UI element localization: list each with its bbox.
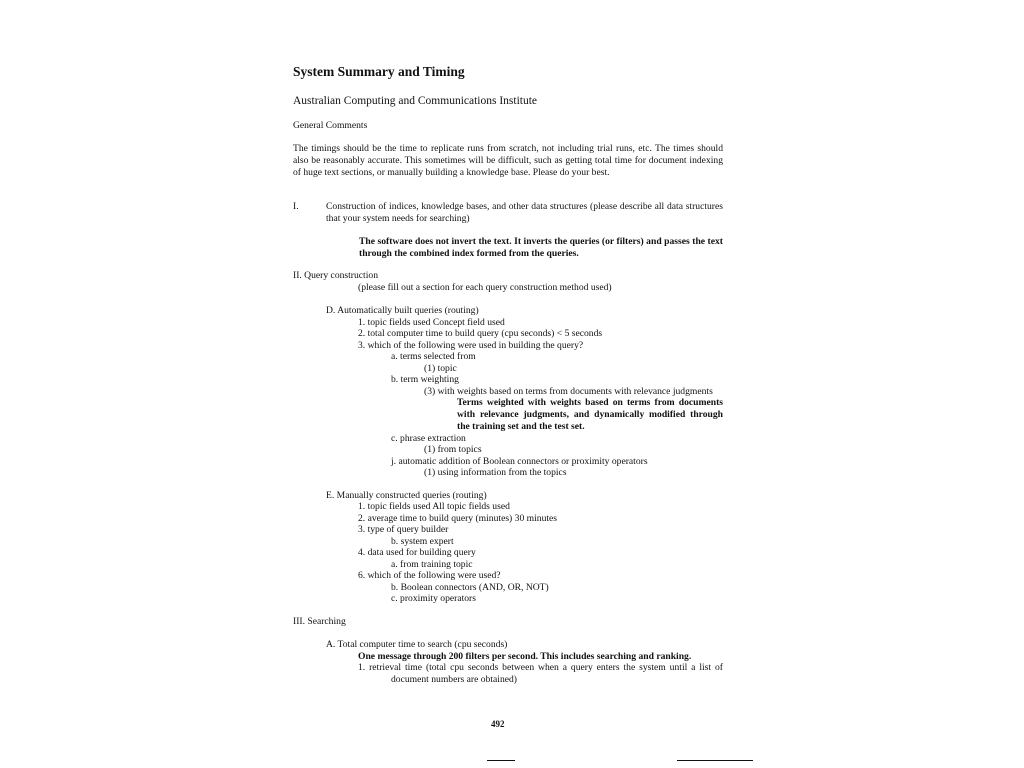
general-comments-text: The timings should be the time to replicate runs from scratch, not including trial runs, etc. The times should also be reasonably accurate. This sometimes will be difficult, such as getting total time for document indexing of huge text sections, or manually building a knowledge base. Please do your best. [293,143,723,178]
section-1-answer: The software does not invert the text. It inverts the queries (or filters) and passes the text through the combined index formed from the queries. [359,236,723,259]
section-3a-heading: A. Total computer time to search (cpu seconds) [326,639,508,650]
section-2d-b3: (3) with weights based on terms from documents with relevance judgments [424,386,713,397]
section-3-heading: III. Searching [293,616,346,627]
section-2e-heading: E. Manually constructed queries (routing) [326,490,487,501]
section-2e-item6b: b. Boolean connectors (AND, OR, NOT) [391,582,549,593]
section-2d-j1: (1) using information from the topics [424,467,567,478]
section-2d-b3-answer: Terms weighted with weights based on terms from documents with relevance judgments, and dynamically modified through the training set and the test set. [457,397,723,432]
section-3a-answer: One message through 200 filters per second. This includes searching and ranking. [358,651,692,662]
section-2d-heading: D. Automatically built queries (routing) [326,305,479,316]
section-2e-item2: 2. average time to build query (minutes) 30 minutes [358,513,558,524]
section-2e-item1: 1. topic fields used All topic fields used [358,501,510,512]
section-2d-c1: (1) from topics [424,444,482,455]
section-2d-j: j. automatic addition of Boolean connectors or proximity operators [391,456,648,467]
section-2d-a: a. terms selected from [391,351,476,362]
section-2e-item4: 4. data used for building query [358,547,476,558]
section-1-numeral: I. [293,201,299,212]
section-2-heading: II. Query construction [293,270,378,281]
section-2-note: (please fill out a section for each query construction method used) [358,282,612,293]
section-2d-item2: 2. total computer time to build query (cpu seconds) < 5 seconds [358,328,603,339]
section-2e-item4a: a. from training topic [391,559,473,570]
footer-rule-left [487,760,515,761]
section-2d-a1: (1) topic [424,363,457,374]
section-2e-item3b: b. system expert [391,536,454,547]
section-2d-item1: 1. topic fields used Concept field used [358,317,505,328]
general-comments-heading: General Comments [293,120,368,131]
footer-rule-right [677,760,753,761]
section-2d-b: b. term weighting [391,374,459,385]
section-2e-item6: 6. which of the following were used? [358,570,501,581]
document-title: System Summary and Timing [293,64,465,79]
section-3a-item1-cont: document numbers are obtained) [391,674,518,685]
institution-name: Australian Computing and Communications Institute [293,95,538,107]
section-2e-item3: 3. type of query builder [358,524,449,535]
page-number: 492 [491,719,505,729]
section-2d-c: c. phrase extraction [391,433,466,444]
section-2e-item6c: c. proximity operators [391,593,476,604]
section-2d-item3: 3. which of the following were used in building the query? [358,340,584,351]
section-3a-item1: 1. retrieval time (total cpu seconds between when a query enters the system until a list of [358,662,723,673]
section-1-text: Construction of indices, knowledge bases, and other data structures (please describe all data structures that your system needs for searching) [326,201,723,224]
